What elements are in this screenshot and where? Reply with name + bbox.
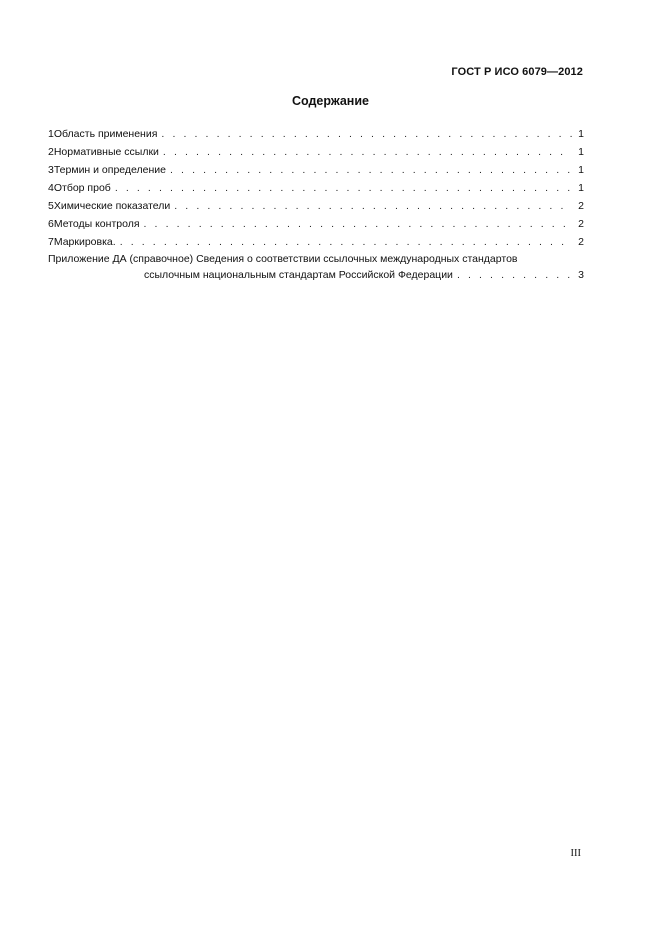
dot-leader [163,143,572,161]
toc-entry-number: 2 [48,146,54,158]
toc-entry-page: 2 [578,218,584,230]
toc-entry[interactable] [48,125,584,143]
toc-entry[interactable] [48,233,584,251]
toc-entry-number: 4 [48,182,54,194]
toc-annex-entry[interactable] [48,251,584,283]
toc-entry-label: Отбор проб [53,182,111,194]
toc-entry-page: 1 [578,128,584,140]
toc-entry-number: 1 [48,128,54,140]
toc-entry-label: Химические показатели [53,200,171,212]
document-code: ГОСТ Р ИСО 6079—2012 [451,66,583,78]
annex-title-line1: Приложение ДА (справочное) Сведения о соответствии ссылочных международных стандартов [48,253,518,265]
toc-entry-label: Область применения [53,128,158,140]
dot-leader [120,233,572,251]
toc-entry-label: Нормативные ссылки [53,146,159,158]
toc-entry-label: Термин и определение [53,164,166,176]
toc-entry[interactable] [48,215,584,233]
dot-leader [170,161,572,179]
table-of-contents [48,125,584,283]
toc-entry-number: 5 [48,200,54,212]
toc-entry-number: 3 [48,164,54,176]
toc-entry-page: 1 [578,182,584,194]
annex-title-line2: ссылочным национальным стандартам Российской Федерации [144,269,453,281]
toc-entry[interactable] [48,197,584,215]
toc-entry-page: 1 [578,146,584,158]
dot-leader [144,215,572,233]
toc-entry-number: 6 [48,218,54,230]
dot-leader [457,267,572,283]
toc-entry-label: Маркировка. [53,236,116,248]
toc-entry-page: 1 [578,164,584,176]
page-number: III [570,848,581,859]
toc-title: Содержание [291,94,369,108]
toc-entry[interactable] [48,143,584,161]
toc-entry-number: 7 [48,236,54,248]
toc-entry[interactable] [48,161,584,179]
toc-entry-page: 2 [578,200,584,212]
annex-title-line2-row [48,267,584,283]
toc-entry-label: Методы контроля [53,218,140,230]
annex-page: 3 [578,269,584,281]
dot-leader [174,197,572,215]
dot-leader [161,125,572,143]
toc-entry[interactable] [48,179,584,197]
dot-leader [115,179,572,197]
toc-entry-page: 2 [578,236,584,248]
